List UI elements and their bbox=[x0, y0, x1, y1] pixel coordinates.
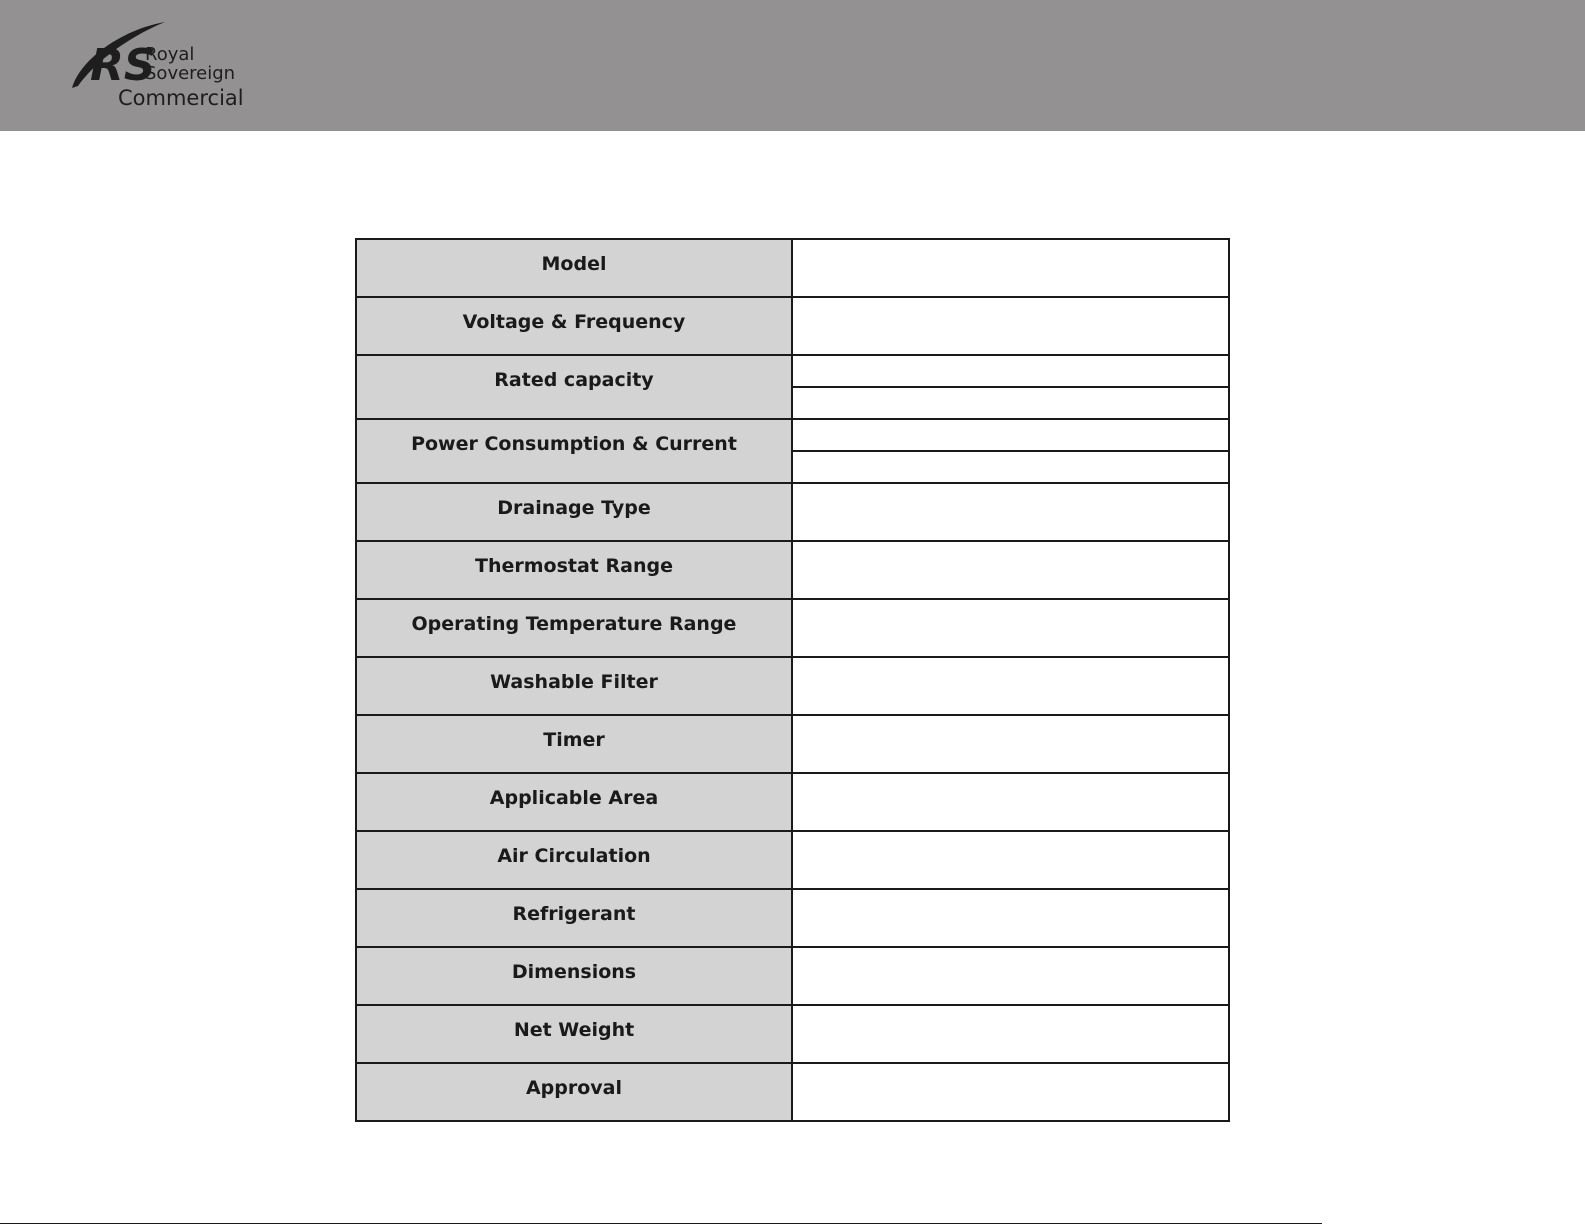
spec-row-voltage-frequency bbox=[356, 297, 1229, 355]
spec-value bbox=[792, 483, 1229, 541]
spec-row-power-consumption bbox=[356, 419, 1229, 451]
svg-text:Sovereign: Sovereign bbox=[145, 63, 236, 84]
spec-label: Voltage & Frequency bbox=[356, 297, 792, 355]
spec-value bbox=[792, 1005, 1229, 1063]
spec-row-rated-capacity bbox=[356, 355, 1229, 387]
spec-label: Refrigerant bbox=[356, 889, 792, 947]
spec-value bbox=[792, 947, 1229, 1005]
svg-text:RS: RS bbox=[90, 40, 156, 90]
header-band bbox=[0, 0, 1585, 131]
spec-value bbox=[792, 419, 1229, 451]
spec-row-air-circulation bbox=[356, 831, 1229, 889]
spec-value bbox=[792, 451, 1229, 483]
royal-sovereign-logo bbox=[70, 20, 260, 115]
spec-row-dimensions bbox=[356, 947, 1229, 1005]
spec-row-washable-filter bbox=[356, 657, 1229, 715]
spec-row-applicable-area bbox=[356, 773, 1229, 831]
spec-row-timer bbox=[356, 715, 1229, 773]
spec-value bbox=[792, 387, 1229, 419]
spec-value bbox=[792, 599, 1229, 657]
spec-value bbox=[792, 889, 1229, 947]
spec-label: Timer bbox=[356, 715, 792, 773]
spec-value bbox=[792, 773, 1229, 831]
spec-row-net-weight bbox=[356, 1005, 1229, 1063]
spec-label: Approval bbox=[356, 1063, 792, 1121]
spec-row-drainage-type bbox=[356, 483, 1229, 541]
spec-label: Power Consumption & Current bbox=[356, 419, 792, 483]
spec-label: Drainage Type bbox=[356, 483, 792, 541]
svg-text:Royal: Royal bbox=[145, 44, 195, 65]
spec-value bbox=[792, 657, 1229, 715]
spec-label: Air Circulation bbox=[356, 831, 792, 889]
spec-value bbox=[792, 715, 1229, 773]
spec-value bbox=[792, 355, 1229, 387]
spec-row-operating-temperature bbox=[356, 599, 1229, 657]
spec-value bbox=[792, 297, 1229, 355]
spec-label: Washable Filter bbox=[356, 657, 792, 715]
specification-table bbox=[355, 238, 1230, 1122]
spec-row-model bbox=[356, 239, 1229, 297]
spec-label: Operating Temperature Range bbox=[356, 599, 792, 657]
spec-label: Thermostat Range bbox=[356, 541, 792, 599]
brand-division: Commercial bbox=[118, 86, 244, 110]
footer-rule bbox=[0, 1223, 1322, 1224]
spec-label: Rated capacity bbox=[356, 355, 792, 419]
rs-logo-mark bbox=[70, 20, 260, 90]
spec-value bbox=[792, 239, 1229, 297]
spec-row-approval bbox=[356, 1063, 1229, 1121]
spec-value bbox=[792, 541, 1229, 599]
spec-value bbox=[792, 831, 1229, 889]
spec-row-thermostat-range bbox=[356, 541, 1229, 599]
spec-label: Dimensions bbox=[356, 947, 792, 1005]
spec-label: Model bbox=[356, 239, 792, 297]
spec-label: Net Weight bbox=[356, 1005, 792, 1063]
spec-value bbox=[792, 1063, 1229, 1121]
spec-row-refrigerant bbox=[356, 889, 1229, 947]
spec-label: Applicable Area bbox=[356, 773, 792, 831]
